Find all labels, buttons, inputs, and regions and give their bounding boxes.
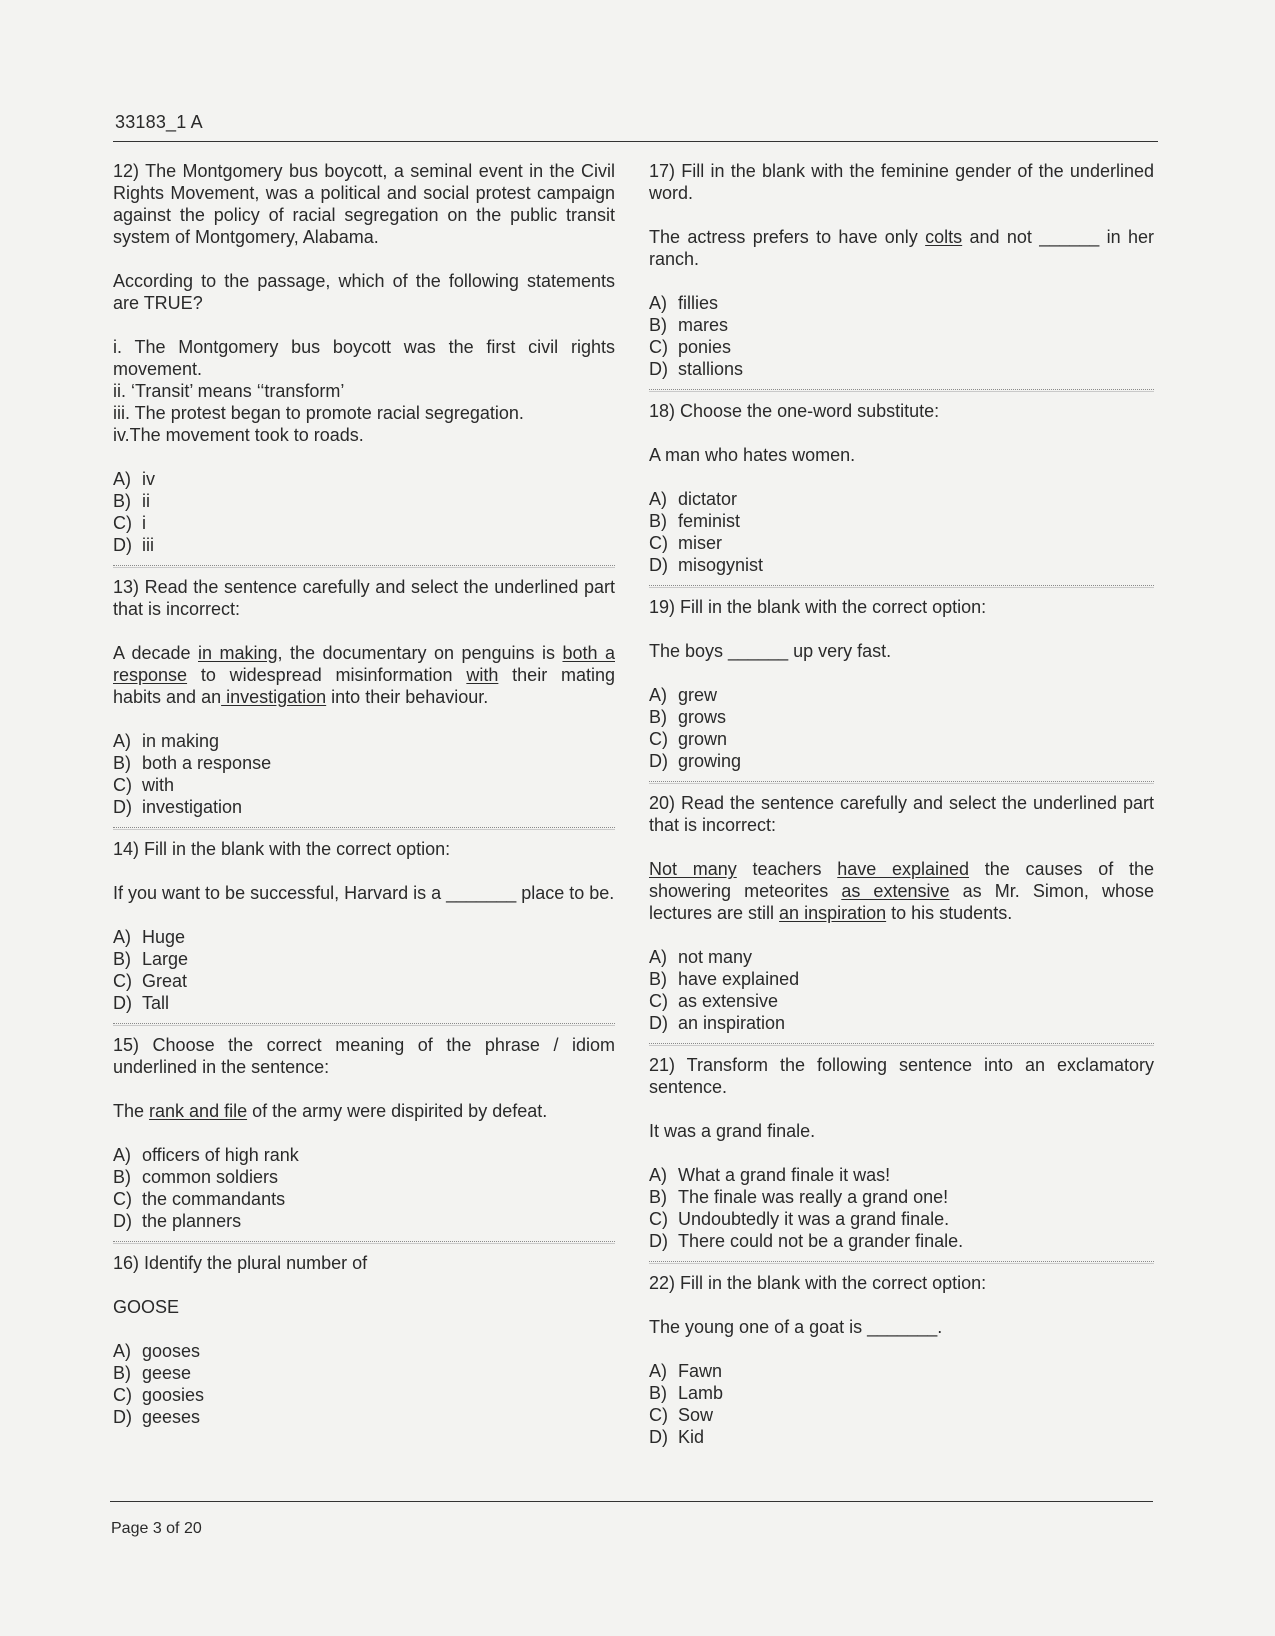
option-text: Lamb	[678, 1383, 724, 1403]
option-letter: A)	[649, 1165, 667, 1185]
option-letter: D)	[113, 535, 132, 555]
option-letter: D)	[113, 1407, 132, 1427]
question-stem: 18) Choose the one-word substitute:	[649, 401, 940, 421]
option-d[interactable]	[113, 534, 615, 556]
option-letter: B)	[649, 707, 667, 727]
option-text: as extensive	[678, 991, 779, 1011]
option-b[interactable]	[649, 510, 1154, 532]
option-text: geese	[142, 1363, 192, 1383]
option-text: not many	[678, 947, 753, 967]
option-text: with	[142, 775, 175, 795]
option-letter: C)	[649, 1405, 668, 1425]
option-a[interactable]	[113, 926, 615, 948]
sentence-text: of the army were dispirited by defeat.	[247, 1101, 548, 1121]
question-stem: 16) Identify the plural number of	[113, 1253, 368, 1273]
option-c[interactable]	[113, 774, 615, 796]
underlined-part: in making	[198, 643, 278, 663]
option-text: i	[142, 513, 146, 533]
option-letter: C)	[649, 729, 668, 749]
option-a[interactable]	[649, 684, 1154, 706]
option-text: iii	[142, 535, 154, 555]
question-21	[649, 1054, 1154, 1264]
option-text: gooses	[142, 1341, 201, 1361]
option-letter: B)	[649, 315, 667, 335]
sentence-text: , the documentary on penguins is	[277, 643, 563, 663]
question-stem: 17) Fill in the blank with the feminine gender of the underlined word.	[649, 161, 1154, 203]
option-text: iv	[142, 469, 155, 489]
option-a[interactable]	[649, 1360, 1154, 1382]
question-sentence	[649, 226, 1154, 270]
question-stem: 19) Fill in the blank with the correct option:	[649, 597, 987, 617]
option-d[interactable]	[113, 1210, 615, 1232]
option-c[interactable]	[649, 728, 1154, 750]
option-text: officers of high rank	[142, 1145, 299, 1165]
option-a[interactable]	[649, 292, 1154, 314]
option-d[interactable]	[113, 992, 615, 1014]
underlined-part: an inspiration	[779, 903, 887, 923]
question-12	[113, 160, 615, 568]
question-13	[113, 576, 615, 830]
option-a[interactable]	[649, 488, 1154, 510]
option-letter: A)	[649, 947, 667, 967]
option-letter: C)	[649, 1209, 668, 1229]
option-letter: A)	[113, 469, 131, 489]
question-sentence	[649, 858, 1154, 924]
option-letter: C)	[649, 533, 668, 553]
underlined-part: rank and file	[149, 1101, 248, 1121]
option-text: grown	[678, 729, 728, 749]
left-column	[113, 160, 615, 1428]
underlined-part: colts	[925, 227, 963, 247]
question-sentence	[113, 642, 615, 708]
question-stem: 20) Read the sentence carefully and select the underlined part that is incorrect:	[649, 793, 1154, 835]
option-letter: D)	[649, 555, 668, 575]
option-d[interactable]	[649, 554, 1154, 576]
sentence-text: and not ______ in her ranch.	[649, 227, 1155, 269]
header-divider	[113, 141, 1158, 142]
question-19	[649, 596, 1154, 784]
underlined-part: as extensive	[841, 881, 950, 901]
question-22	[649, 1272, 1154, 1448]
option-text: common soldiers	[142, 1167, 279, 1187]
option-text: the commandants	[142, 1189, 286, 1209]
option-d[interactable]	[649, 1012, 1154, 1034]
sentence-text: to widespread misinformation	[187, 665, 467, 685]
statement-ii: ii. ‘Transit’ means ‘‘transform’	[113, 381, 345, 401]
page-number: Page 3 of 20	[111, 1520, 202, 1537]
option-text: miser	[678, 533, 722, 553]
option-b[interactable]	[649, 968, 1154, 990]
option-letter: C)	[649, 991, 668, 1011]
option-letter: B)	[113, 1363, 131, 1383]
option-text: What a grand finale it was!	[678, 1165, 891, 1185]
option-letter: B)	[113, 753, 131, 773]
question-sentence	[113, 1100, 615, 1122]
option-letter: A)	[113, 1341, 131, 1361]
sentence-text: A decade	[113, 643, 198, 663]
option-letter: D)	[649, 751, 668, 771]
question-divider	[649, 781, 1154, 784]
option-a[interactable]	[113, 1340, 615, 1362]
question-16	[113, 1252, 615, 1428]
option-letter: C)	[113, 1385, 132, 1405]
option-c[interactable]	[649, 1208, 1154, 1230]
option-text: an inspiration	[678, 1013, 786, 1033]
option-letter: D)	[649, 1231, 668, 1251]
statement-iv: iv.The movement took to roads.	[113, 425, 364, 445]
question-sentence: The boys ______ up very fast.	[649, 641, 892, 661]
question-stem: 12) The Montgomery bus boycott, a seminal event in the Civil Rights Movement, was a political and social protest campaign against the policy of racial segregation on the public transit system of Montgomery, Alabama.	[113, 161, 615, 247]
question-divider	[649, 1043, 1154, 1046]
option-text: ponies	[678, 337, 732, 357]
option-b[interactable]	[649, 1186, 1154, 1208]
question-divider	[113, 1023, 615, 1026]
option-b[interactable]	[113, 752, 615, 774]
question-sentence: The young one of a goat is _______.	[649, 1317, 943, 1337]
question-divider	[113, 565, 615, 568]
option-letter: A)	[649, 685, 667, 705]
option-d[interactable]	[649, 1230, 1154, 1252]
option-c[interactable]	[649, 1404, 1154, 1426]
option-text: grew	[678, 685, 718, 705]
question-divider	[113, 1241, 615, 1244]
question-17	[649, 160, 1154, 392]
option-text: Sow	[678, 1405, 714, 1425]
option-text: mares	[678, 315, 729, 335]
option-b[interactable]	[113, 948, 615, 970]
option-d[interactable]	[113, 1406, 615, 1428]
option-text: growing	[678, 751, 742, 771]
option-letter: D)	[113, 797, 132, 817]
option-a[interactable]	[113, 468, 615, 490]
option-b[interactable]	[649, 1382, 1154, 1404]
underlined-part: both a response	[113, 643, 615, 685]
option-letter: A)	[649, 1361, 667, 1381]
question-14	[113, 838, 615, 1026]
option-a[interactable]	[649, 946, 1154, 968]
option-text: ii	[142, 491, 150, 511]
option-letter: B)	[649, 511, 667, 531]
option-b[interactable]	[649, 706, 1154, 728]
option-text: Huge	[142, 927, 186, 947]
question-divider	[649, 1261, 1154, 1264]
option-text: dictator	[678, 489, 738, 509]
option-b[interactable]	[113, 490, 615, 512]
option-letter: A)	[113, 1145, 131, 1165]
option-c[interactable]	[113, 512, 615, 534]
option-letter: A)	[649, 489, 667, 509]
option-letter: A)	[113, 731, 131, 751]
option-text: in making	[142, 731, 220, 751]
option-c[interactable]	[649, 990, 1154, 1012]
question-stem: 13) Read the sentence carefully and select the underlined part that is incorrect:	[113, 577, 615, 619]
option-a[interactable]	[113, 730, 615, 752]
question-word: GOOSE	[113, 1297, 180, 1317]
option-letter: B)	[113, 491, 131, 511]
question-stem: 22) Fill in the blank with the correct option:	[649, 1273, 987, 1293]
paper-id: 33183_1 A	[115, 112, 203, 132]
question-stem: 21) Transform the following sentence into an exclamatory sentence.	[649, 1055, 1154, 1097]
option-c[interactable]	[113, 1384, 615, 1406]
question-sentence: A man who hates women.	[649, 445, 856, 465]
option-text: grows	[678, 707, 727, 727]
statement-iii: iii. The protest began to promote racial segregation.	[113, 403, 524, 423]
sentence-text: The	[113, 1101, 150, 1121]
option-text: Undoubtedly it was a grand finale.	[678, 1209, 950, 1229]
option-text: goosies	[142, 1385, 205, 1405]
sentence-text: as Mr. Simon, whose lectures are still	[649, 881, 1154, 923]
option-text: feminist	[678, 511, 741, 531]
question-divider	[113, 827, 615, 830]
question-18	[649, 400, 1154, 588]
option-c[interactable]	[649, 336, 1154, 358]
option-c[interactable]	[649, 532, 1154, 554]
option-text: the planners	[142, 1211, 242, 1231]
question-divider	[649, 389, 1154, 392]
option-letter: C)	[649, 337, 668, 357]
question-20	[649, 792, 1154, 1046]
option-letter: B)	[113, 1167, 131, 1187]
option-text: There could not be a grander finale.	[678, 1231, 964, 1251]
option-text: stallions	[678, 359, 744, 379]
question-prompt: According to the passage, which of the following statements are TRUE?	[113, 271, 615, 313]
option-a[interactable]	[113, 1144, 615, 1166]
option-letter: D)	[113, 993, 132, 1013]
option-letter: C)	[113, 971, 132, 991]
sentence-text: teachers	[736, 859, 838, 879]
option-c[interactable]	[113, 1188, 615, 1210]
question-stem: 14) Fill in the blank with the correct option:	[113, 839, 451, 859]
option-text: fillies	[678, 293, 719, 313]
option-d[interactable]	[113, 796, 615, 818]
option-letter: B)	[649, 969, 667, 989]
footer-divider	[110, 1501, 1153, 1502]
underlined-part: Not many	[649, 859, 737, 879]
sentence-text: their mating habits and an	[113, 665, 616, 707]
option-letter: D)	[649, 359, 668, 379]
option-letter: D)	[113, 1211, 132, 1231]
sentence-text: the causes of the showering meteorites	[649, 859, 1154, 901]
statement-i: i. The Montgomery bus boycott was the first civil rights movement.	[113, 337, 615, 379]
right-column	[649, 160, 1154, 1448]
option-letter: A)	[113, 927, 131, 947]
option-b[interactable]	[649, 314, 1154, 336]
sentence-text: to his students.	[886, 903, 1013, 923]
option-d[interactable]	[649, 358, 1154, 380]
option-a[interactable]	[649, 1164, 1154, 1186]
option-text: misogynist	[678, 555, 764, 575]
option-text: both a response	[142, 753, 272, 773]
option-text: Large	[142, 949, 189, 969]
option-text: investigation	[142, 797, 243, 817]
question-divider	[649, 585, 1154, 588]
option-text: Kid	[678, 1427, 705, 1447]
option-letter: D)	[649, 1013, 668, 1033]
option-letter: B)	[649, 1187, 667, 1207]
question-sentence: If you want to be successful, Harvard is a _______ place to be.	[113, 883, 615, 903]
option-letter: C)	[113, 1189, 132, 1209]
sentence-text: The actress prefers to have only	[649, 227, 926, 247]
option-c[interactable]	[113, 970, 615, 992]
option-letter: A)	[649, 293, 667, 313]
option-letter: C)	[113, 775, 132, 795]
option-letter: B)	[113, 949, 131, 969]
underlined-part: have explained	[837, 859, 970, 879]
option-b[interactable]	[113, 1362, 615, 1384]
option-text: have explained	[678, 969, 800, 989]
option-letter: C)	[113, 513, 132, 533]
option-letter: B)	[649, 1383, 667, 1403]
sentence-text: into their behaviour.	[326, 687, 489, 707]
question-sentence: It was a grand finale.	[649, 1121, 816, 1141]
question-15	[113, 1034, 615, 1244]
question-stem: 15) Choose the correct meaning of the phrase / idiom underlined in the sentence:	[113, 1035, 615, 1077]
option-text: Great	[142, 971, 188, 991]
option-b[interactable]	[113, 1166, 615, 1188]
option-text: Fawn	[678, 1361, 723, 1381]
option-text: The finale was really a grand one!	[678, 1187, 949, 1207]
option-letter: D)	[649, 1427, 668, 1447]
option-text: geeses	[142, 1407, 201, 1427]
underlined-part: investigation	[221, 687, 327, 707]
option-text: Tall	[142, 993, 170, 1013]
option-d[interactable]	[649, 750, 1154, 772]
option-d[interactable]	[649, 1426, 1154, 1448]
underlined-part: with	[466, 665, 499, 685]
